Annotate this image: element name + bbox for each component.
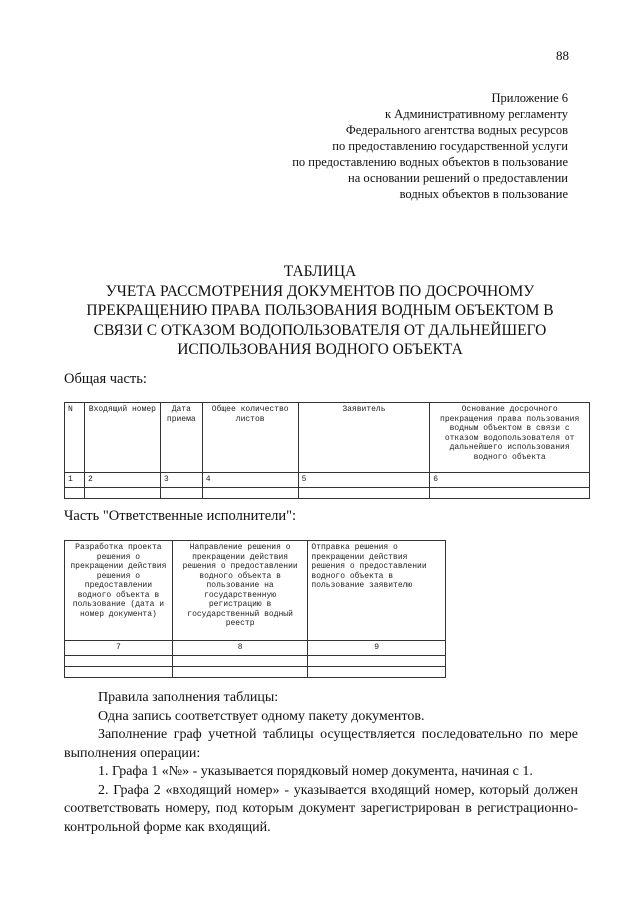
column-header: Заявитель — [298, 403, 430, 473]
page-number: 88 — [556, 48, 569, 63]
rules-paragraph: 1. Графа 1 «№» - указывается порядковый номер документа, начиная с 1. — [98, 764, 533, 779]
general-section-label: Общая часть: — [64, 371, 147, 387]
table-header-row — [65, 403, 590, 473]
responsible-section-label: Часть "Ответственные исполнители": — [64, 508, 297, 524]
appendix-line: Приложение 6 — [491, 91, 568, 105]
appendix-line: к Административному регламенту — [384, 107, 568, 121]
appendix-line: водных объектов в пользование — [399, 187, 568, 201]
column-number: 6 — [430, 473, 590, 488]
responsible-table — [64, 540, 446, 678]
rules-paragraph: Заполнение граф учетной таблицы осуществляется последовательно по мере выполнения операции: — [64, 727, 578, 761]
table-header-row — [65, 541, 446, 641]
title-line: ИСПОЛЬЗОВАНИЯ ВОДНОГО ОБЪЕКТА — [177, 341, 463, 358]
rules-paragraph: Одна запись соответствует одному пакету документов. — [98, 708, 425, 724]
table-number-row — [65, 641, 446, 656]
column-header: Входящий номер — [84, 403, 160, 473]
column-header: Основание досрочного прекращения права пользования водным объектом в связи с отказом водопользователя от дальнейшего использования водного объекта — [430, 403, 590, 473]
column-header: N — [65, 403, 85, 473]
table-number-row — [65, 473, 590, 488]
appendix-line: по предоставлению государственной услуги — [332, 139, 568, 153]
title-line: ПРЕКРАЩЕНИЮ ПРАВА ПОЛЬЗОВАНИЯ ВОДНЫМ ОБЪЕКТОМ В — [86, 302, 554, 319]
column-header: Отправка решения о прекращении действия решения о предоставлении водного объекта в пользование заявителю — [308, 541, 446, 641]
table-row — [65, 666, 446, 677]
rules-heading: Правила заполнения таблицы: — [98, 690, 279, 705]
column-number: 7 — [65, 641, 173, 656]
rules-section — [64, 689, 578, 837]
column-number: 9 — [308, 641, 446, 656]
title-line: УЧЕТА РАССМОТРЕНИЯ ДОКУМЕНТОВ ПО ДОСРОЧНОМУ — [105, 282, 535, 300]
column-number: 5 — [298, 473, 430, 488]
appendix-line: Федерального агентства водных ресурсов — [345, 123, 568, 137]
title-line: СВЯЗИ С ОТКАЗОМ ВОДОПОЛЬЗОВАТЕЛЯ ОТ ДАЛЬНЕЙШЕГО — [93, 321, 547, 339]
column-number: 8 — [172, 641, 308, 656]
table-row — [65, 487, 590, 498]
appendix-line: на основании решений о предоставлении — [348, 171, 568, 185]
column-number: 1 — [65, 473, 85, 488]
column-number: 4 — [202, 473, 298, 488]
table-row — [65, 655, 446, 666]
column-header: Дата приема — [160, 403, 202, 473]
appendix-header — [208, 90, 568, 202]
title-line: ТАБЛИЦА — [283, 263, 357, 280]
rules-paragraph: 2. Графа 2 «входящий номер» - указывается входящий номер, который должен соответствовать номеру, под которым документ зарегистрирован в регистрационно-контрольной форме как входящий. — [64, 782, 578, 835]
document-title — [60, 262, 580, 360]
column-header: Общее количество листов — [202, 403, 298, 473]
general-table — [64, 402, 590, 499]
column-header: Направление решения о прекращении действия решения о предоставлении водного объекта в пользование на государственную регистрацию в государственный водный реестр — [172, 541, 308, 641]
column-number: 2 — [84, 473, 160, 488]
appendix-line: по предоставлению водных объектов в пользование — [292, 155, 568, 169]
column-header: Разработка проекта решения о прекращении действия решения о предоставлении водного объекта в пользование (дата и номер документа) — [65, 541, 173, 641]
column-number: 3 — [160, 473, 202, 488]
